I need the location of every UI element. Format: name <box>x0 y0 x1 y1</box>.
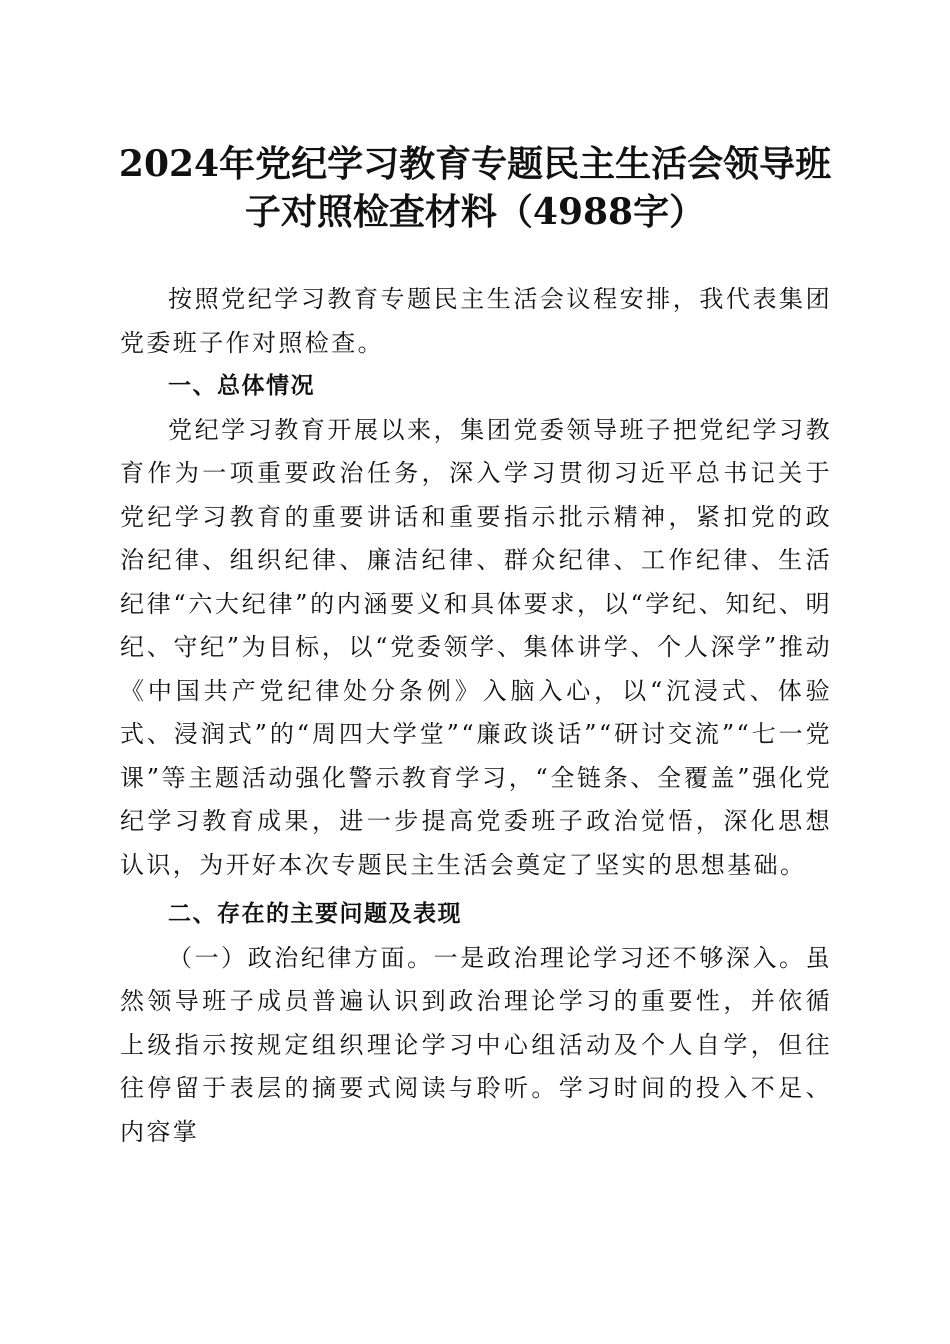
document-body <box>120 278 832 1154</box>
section-2-heading: 二、存在的主要问题及表现 <box>168 901 462 927</box>
section-1-heading: 一、总体情况 <box>168 373 315 399</box>
title-line-2: 子对照检查材料（4988字） <box>244 191 706 233</box>
section-1-paragraph: 党纪学习教育开展以来，集团党委领导班子把党纪学习教育作为一项重要政治任务，深入学习贯彻习近平总书记关于党纪学习教育的重要讲话和重要指示批示精神，紧扣党的政治纪律、组织纪律、廉洁纪律、群众纪律、工作纪律、生活纪律“六大纪律”的内涵要义和具体要求，以“学纪、知纪、明纪、守纪”为目标，以“党委领学、集体讲学、个人深学”推动《中国共产党纪律处分条例》入脑入心，以“沉浸式、体验式、浸润式”的“周四大学堂”“廉政谈话”“研讨交流”“七一党课”等主题活动强化警示教育学习，“全链条、全覆盖”强化党纪学习教育成果，进一步提高党委班子政治觉悟，深化思想认识，为开好本次专题民主生活会奠定了坚实的思想基础。 <box>120 415 832 879</box>
section-2-paragraph: （一）政治纪律方面。一是政治理论学习还不够深入。虽然领导班子成员普遍认识到政治理论学习的重要性，并依循上级指示按规定组织理论学习中心组活动及个人自学，但往往停留于表层的摘要式阅读与聆听。学习时间的投入不足、内容掌 <box>120 943 832 1146</box>
document-title <box>100 140 850 236</box>
intro-paragraph: 按照党纪学习教育专题民主生活会议程安排，我代表集团党委班子作对照检查。 <box>120 285 832 357</box>
title-line-1: 2024年党纪学习教育专题民主生活会领导班 <box>118 143 832 185</box>
